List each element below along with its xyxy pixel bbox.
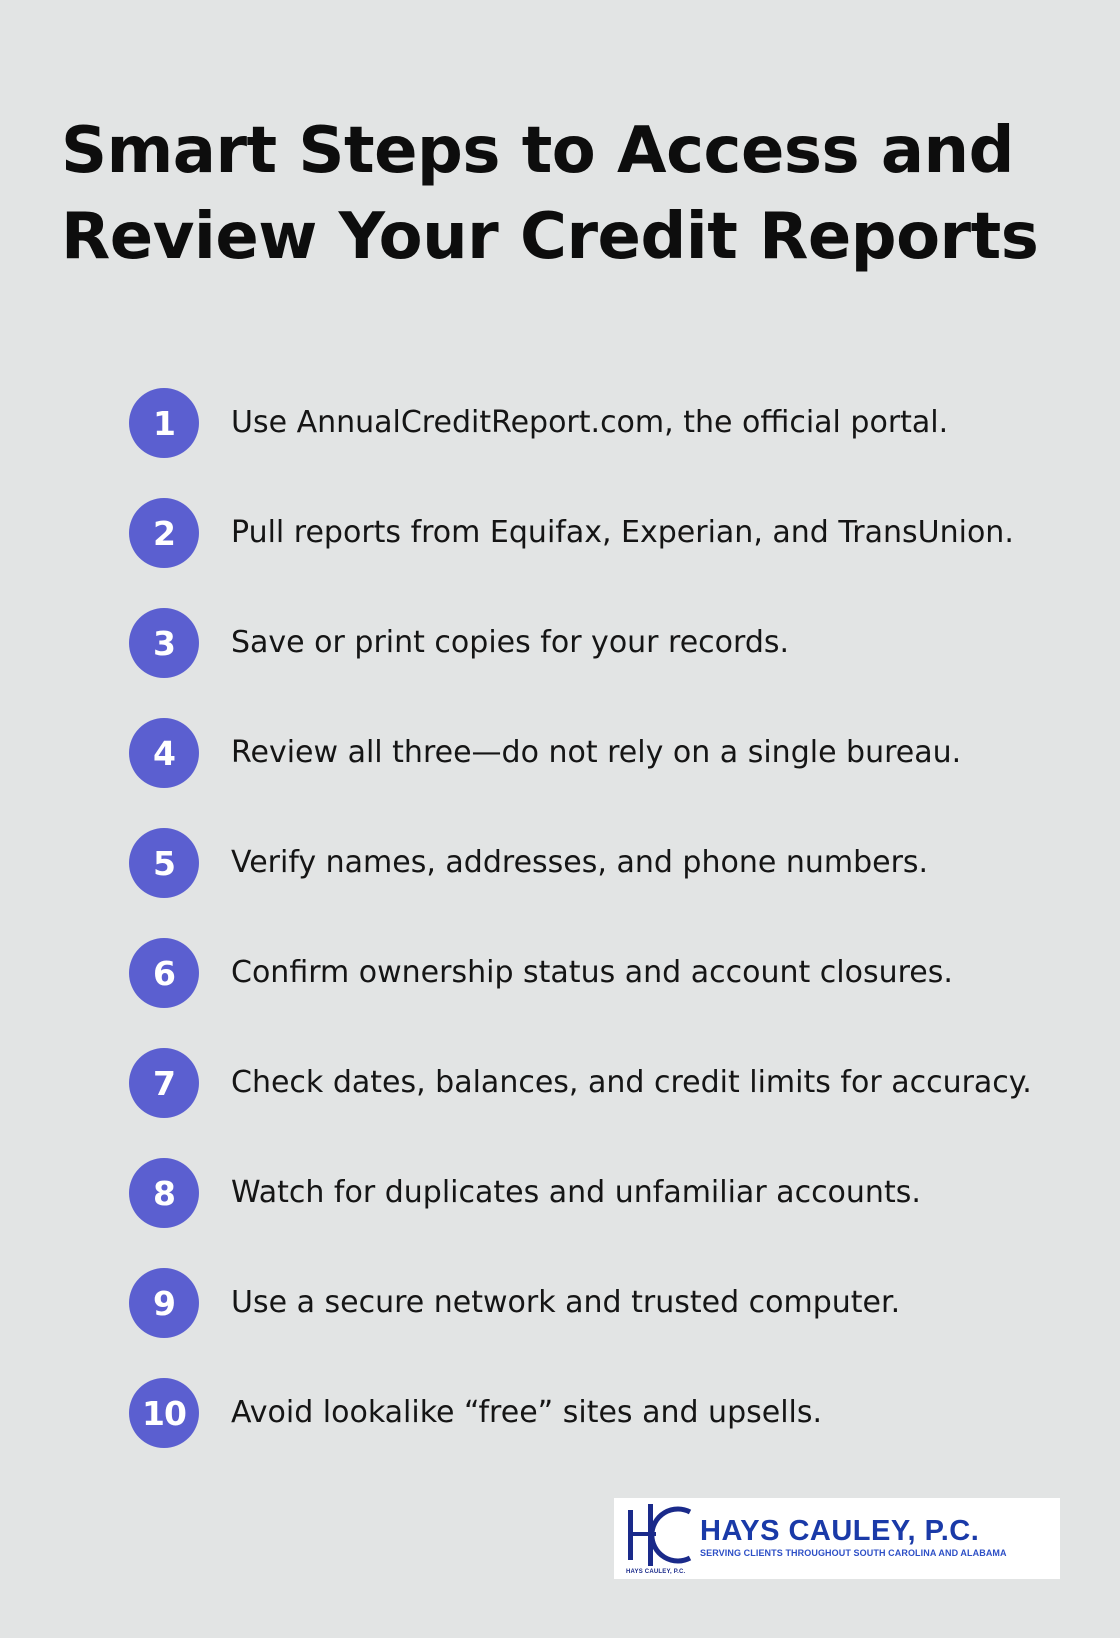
step-text: Verify names, addresses, and phone numbers.	[231, 845, 929, 880]
step-text: Watch for duplicates and unfamiliar accounts.	[231, 1175, 921, 1210]
list-item	[129, 368, 1089, 478]
logo-caption: HAYS CAULEY, P.C.	[626, 1569, 686, 1575]
step-number-badge: 6	[129, 938, 199, 1008]
step-number-badge: 4	[129, 718, 199, 788]
step-number-badge: 5	[129, 828, 199, 898]
step-text: Check dates, balances, and credit limits for accuracy.	[231, 1065, 1032, 1100]
list-item	[129, 918, 1089, 1028]
list-item	[129, 1138, 1089, 1248]
company-logo	[614, 1498, 1060, 1579]
logo-tagline: SERVING CLIENTS THROUGHOUT SOUTH CAROLINA AND ALABAMA	[700, 1548, 1007, 1558]
hc-monogram-icon	[614, 1498, 700, 1579]
list-item	[129, 808, 1089, 918]
step-number-badge: 10	[129, 1378, 199, 1448]
step-text: Use AnnualCreditReport.com, the official portal.	[231, 405, 949, 440]
step-text: Review all three—do not rely on a single bureau.	[231, 735, 962, 770]
step-number-badge: 1	[129, 388, 199, 458]
step-text: Pull reports from Equifax, Experian, and TransUnion.	[231, 515, 1014, 550]
logo-name: HAYS CAULEY, P.C.	[700, 1515, 980, 1547]
steps-list	[129, 368, 1089, 1468]
step-number-badge: 3	[129, 608, 199, 678]
step-number-badge: 2	[129, 498, 199, 568]
page-title: Smart Steps to Access and Review Your Credit Reports	[61, 114, 1039, 274]
step-number-badge: 8	[129, 1158, 199, 1228]
step-text: Confirm ownership status and account closures.	[231, 955, 953, 990]
step-number-badge: 9	[129, 1268, 199, 1338]
step-text: Use a secure network and trusted computer.	[231, 1285, 901, 1320]
list-item	[129, 478, 1089, 588]
list-item	[129, 588, 1089, 698]
step-text: Save or print copies for your records.	[231, 625, 790, 660]
list-item	[129, 1358, 1089, 1468]
list-item	[129, 1248, 1089, 1358]
step-number-badge: 7	[129, 1048, 199, 1118]
list-item	[129, 1028, 1089, 1138]
step-text: Avoid lookalike “free” sites and upsells.	[231, 1395, 823, 1430]
list-item	[129, 698, 1089, 808]
